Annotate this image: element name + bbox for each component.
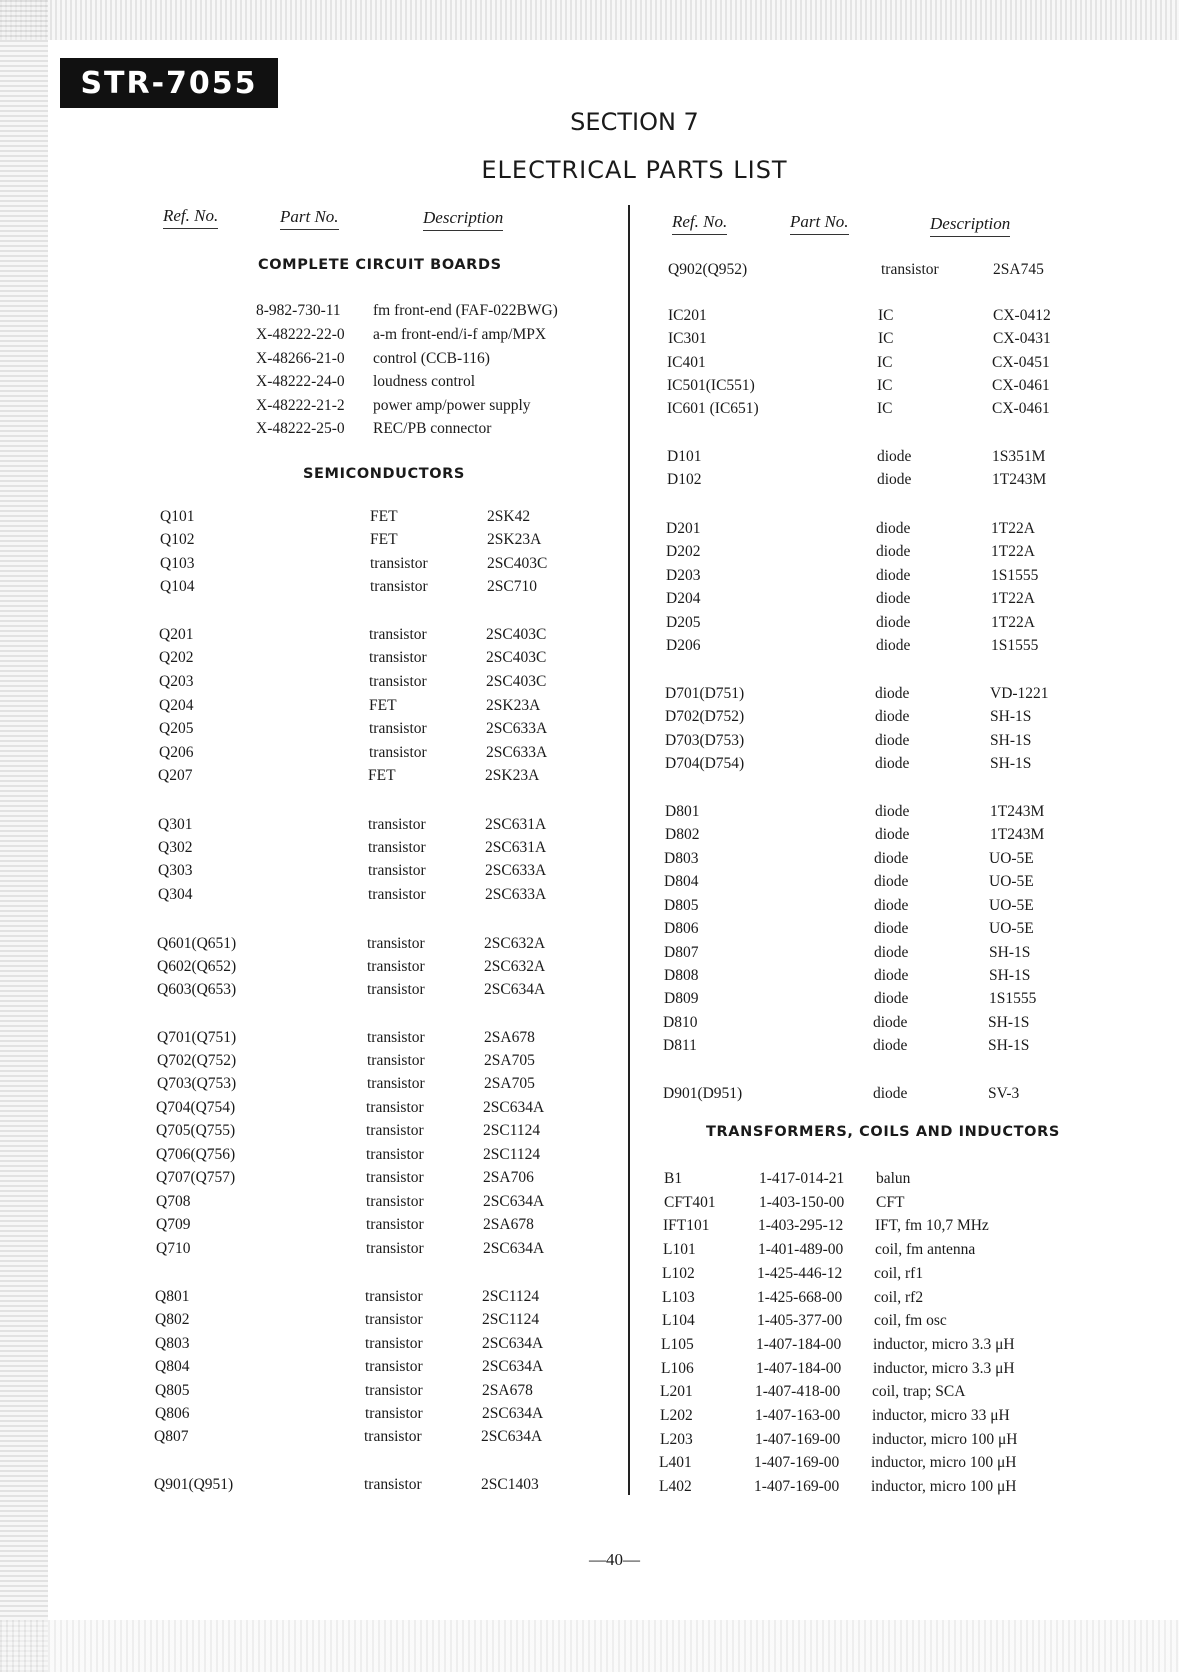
right-header-desc: Description — [930, 214, 1010, 237]
component-type: transistor — [370, 555, 428, 572]
page-title: ELECTRICAL PARTS LIST — [481, 156, 788, 184]
part-number: 1-407-169-00 — [754, 1478, 840, 1495]
part-number: 1-417-014-21 — [759, 1170, 845, 1187]
ref-number: Q805 — [155, 1382, 190, 1399]
component-value: 1S1555 — [989, 990, 1037, 1007]
description: inductor, micro 100 μH — [872, 1431, 1018, 1448]
component-value: 2SA678 — [483, 1216, 534, 1233]
ref-number: L401 — [659, 1454, 692, 1471]
ref-number: Q707(Q757) — [156, 1169, 236, 1186]
component-type: transistor — [366, 1216, 424, 1233]
ref-number: D802 — [665, 826, 700, 843]
component-type: diode — [873, 1037, 908, 1054]
ref-number: IC401 — [667, 354, 706, 371]
component-type: diode — [874, 944, 909, 961]
description: inductor, micro 3.3 μH — [873, 1360, 1015, 1377]
component-value: VD-1221 — [990, 685, 1049, 702]
component-type: transistor — [365, 1382, 423, 1399]
component-value: UO-5E — [989, 873, 1034, 890]
ref-number: D809 — [664, 990, 699, 1007]
component-value: 2SC634A — [482, 1358, 544, 1375]
component-value: CX-0451 — [992, 354, 1050, 371]
ref-number: Q801 — [155, 1288, 190, 1305]
ref-number: Q602(Q652) — [157, 958, 237, 975]
component-type: transistor — [881, 261, 939, 278]
ref-number: D806 — [664, 920, 699, 937]
component-type: FET — [368, 767, 396, 784]
component-value: 2SC403C — [486, 649, 547, 666]
ref-number: D801 — [665, 803, 700, 820]
component-type: transistor — [365, 1335, 423, 1352]
ref-number: Q104 — [160, 578, 195, 595]
description: loudness control — [373, 373, 476, 390]
component-value: 2SC634A — [483, 1099, 545, 1116]
description: control (CCB-116) — [373, 350, 490, 367]
component-value: 2SK23A — [486, 697, 541, 714]
ref-number: D102 — [667, 471, 702, 488]
component-value: 2SC631A — [485, 839, 547, 856]
component-value: 2SA678 — [482, 1382, 533, 1399]
component-type: diode — [875, 685, 910, 702]
component-type: IC — [878, 307, 894, 324]
ref-number: D704(D754) — [665, 755, 745, 772]
description: coil, fm antenna — [875, 1241, 976, 1258]
component-value: 2SK42 — [487, 508, 531, 525]
description: REC/PB connector — [373, 420, 492, 437]
ref-number: D807 — [664, 944, 699, 961]
ref-number: Q203 — [159, 673, 194, 690]
ref-number: Q304 — [158, 886, 193, 903]
ref-number: D811 — [663, 1037, 697, 1054]
ref-number: D204 — [666, 590, 701, 607]
part-number: X-48222-21-2 — [256, 397, 345, 414]
component-value: 1T22A — [991, 614, 1035, 631]
ref-number: L402 — [659, 1478, 692, 1495]
component-value: 1S1555 — [991, 567, 1039, 584]
ref-number: Q603(Q653) — [157, 981, 237, 998]
description: fm front-end (FAF-022BWG) — [373, 302, 558, 319]
ref-number: IC601 (IC651) — [667, 400, 759, 417]
ref-number: Q103 — [160, 555, 195, 572]
component-value: 2SA745 — [993, 261, 1044, 278]
ref-number: D805 — [664, 897, 699, 914]
component-value: UO-5E — [989, 897, 1034, 914]
ref-number: L103 — [662, 1289, 695, 1306]
scan-noise-left — [0, 0, 48, 1672]
part-number: X-48266-21-0 — [256, 350, 345, 367]
ref-number: IFT101 — [663, 1217, 710, 1234]
component-type: transistor — [369, 744, 427, 761]
component-type: transistor — [365, 1405, 423, 1422]
description: balun — [876, 1170, 911, 1187]
component-type: diode — [875, 826, 910, 843]
ref-number: D702(D752) — [665, 708, 745, 725]
ref-number: Q708 — [156, 1193, 191, 1210]
component-value: 2SC1124 — [483, 1122, 541, 1139]
ref-number: D901(D951) — [663, 1085, 743, 1102]
component-type: transistor — [367, 958, 425, 975]
ref-number: Q207 — [158, 767, 193, 784]
component-type: IC — [878, 330, 894, 347]
ref-number: Q705(Q755) — [156, 1122, 236, 1139]
component-value: 2SC634A — [482, 1405, 544, 1422]
component-type: transistor — [367, 935, 425, 952]
component-value: UO-5E — [989, 920, 1034, 937]
component-type: diode — [876, 567, 911, 584]
description: coil, fm osc — [874, 1312, 947, 1329]
component-type: diode — [877, 448, 912, 465]
description: a-m front-end/i-f amp/MPX — [373, 326, 547, 343]
description: inductor, micro 33 μH — [872, 1407, 1010, 1424]
component-type: transistor — [366, 1240, 424, 1257]
ref-number: Q302 — [158, 839, 193, 856]
component-type: diode — [875, 803, 910, 820]
component-type: transistor — [364, 1428, 422, 1445]
component-type: diode — [876, 614, 911, 631]
component-value: 2SK23A — [485, 767, 540, 784]
component-value: SH-1S — [990, 732, 1032, 749]
component-value: SH-1S — [989, 944, 1031, 961]
part-number: X-48222-24-0 — [256, 373, 345, 390]
ref-number: B1 — [664, 1170, 683, 1187]
component-type: transistor — [370, 578, 428, 595]
right-header-ref: Ref. No. — [672, 212, 727, 235]
component-type: transistor — [368, 816, 426, 833]
component-type: diode — [877, 471, 912, 488]
component-value: CX-0461 — [992, 400, 1050, 417]
component-type: FET — [370, 531, 398, 548]
component-type: transistor — [369, 673, 427, 690]
component-value: 2SC633A — [485, 862, 547, 879]
ref-number: D202 — [666, 543, 701, 560]
component-value: 1T22A — [991, 520, 1035, 537]
ref-number: Q803 — [155, 1335, 190, 1352]
component-value: 2SC633A — [486, 720, 548, 737]
part-number: 1-403-150-00 — [759, 1194, 845, 1211]
component-type: transistor — [369, 626, 427, 643]
component-value: SH-1S — [988, 1037, 1030, 1054]
ref-number: Q709 — [156, 1216, 191, 1233]
component-type: diode — [874, 967, 909, 984]
component-value: 2SC1124 — [482, 1311, 540, 1328]
component-value: SH-1S — [990, 755, 1032, 772]
ref-number: D810 — [663, 1014, 698, 1031]
ref-number: Q807 — [154, 1428, 189, 1445]
ref-number: Q901(Q951) — [154, 1476, 234, 1493]
component-value: 2SC634A — [483, 1193, 545, 1210]
component-type: diode — [873, 1085, 908, 1102]
ref-number: L106 — [661, 1360, 694, 1377]
component-value: 2SC634A — [482, 1335, 544, 1352]
ref-number: Q710 — [156, 1240, 191, 1257]
ref-number: D803 — [664, 850, 699, 867]
ref-number: Q205 — [159, 720, 194, 737]
component-type: transistor — [365, 1311, 423, 1328]
ref-number: L203 — [660, 1431, 693, 1448]
description: coil, trap; SCA — [872, 1383, 966, 1400]
model-badge: STR-7055 — [60, 58, 278, 108]
description: coil, rf2 — [874, 1289, 924, 1306]
component-value: 1T22A — [991, 543, 1035, 560]
component-type: diode — [876, 590, 911, 607]
ref-number: Q101 — [160, 508, 195, 525]
ref-number: IC301 — [668, 330, 707, 347]
component-value: 1T22A — [991, 590, 1035, 607]
ref-number: Q303 — [158, 862, 193, 879]
component-value: 1T243M — [990, 803, 1045, 820]
component-type: diode — [873, 1014, 908, 1031]
ref-number: D703(D753) — [665, 732, 745, 749]
right-header-part: Part No. — [790, 212, 849, 235]
component-value: 2SC1124 — [483, 1146, 541, 1163]
component-value: 2SC634A — [481, 1428, 543, 1445]
semiconductors-heading: SEMICONDUCTORS — [303, 466, 465, 482]
ref-number: D808 — [664, 967, 699, 984]
component-type: transistor — [367, 1052, 425, 1069]
component-value: 2SC403C — [487, 555, 548, 572]
component-type: diode — [875, 708, 910, 725]
ref-number: Q802 — [155, 1311, 190, 1328]
component-type: diode — [874, 850, 909, 867]
component-type: transistor — [367, 1075, 425, 1092]
component-type: transistor — [368, 886, 426, 903]
component-value: SH-1S — [990, 708, 1032, 725]
part-number: 1-407-169-00 — [755, 1431, 841, 1448]
component-value: CX-0412 — [993, 307, 1051, 324]
component-type: diode — [874, 873, 909, 890]
part-number: 1-405-377-00 — [757, 1312, 843, 1329]
part-number: 1-425-668-00 — [757, 1289, 843, 1306]
part-number: X-48222-25-0 — [256, 420, 345, 437]
component-value: SH-1S — [989, 967, 1031, 984]
component-type: transistor — [368, 862, 426, 879]
part-number: 1-407-169-00 — [754, 1454, 840, 1471]
ref-number: D201 — [666, 520, 701, 537]
left-header-part: Part No. — [280, 207, 339, 230]
component-type: transistor — [366, 1169, 424, 1186]
component-type: transistor — [366, 1193, 424, 1210]
part-number: 1-407-418-00 — [755, 1383, 841, 1400]
component-type: diode — [875, 732, 910, 749]
ref-number: D205 — [666, 614, 701, 631]
component-value: 2SC403C — [486, 626, 547, 643]
ref-number: Q201 — [159, 626, 194, 643]
part-number: 8-982-730-11 — [256, 302, 341, 319]
ref-number: L102 — [662, 1265, 695, 1282]
ref-number: Q702(Q752) — [157, 1052, 237, 1069]
section-title: SECTION 7 — [570, 108, 699, 136]
component-value: 2SC634A — [483, 1240, 545, 1257]
ref-number: L105 — [661, 1336, 694, 1353]
component-type: diode — [874, 920, 909, 937]
component-value: 2SC1124 — [482, 1288, 540, 1305]
component-type: transistor — [365, 1288, 423, 1305]
component-value: 2SA705 — [484, 1075, 535, 1092]
component-value: 2SC631A — [485, 816, 547, 833]
component-value: 2SC403C — [486, 673, 547, 690]
ref-number: CFT401 — [664, 1194, 716, 1211]
ref-number: L101 — [663, 1241, 696, 1258]
scan-noise-bottom — [0, 1620, 1179, 1672]
component-value: 1T243M — [992, 471, 1047, 488]
component-value: 1S1555 — [991, 637, 1039, 654]
component-value: CX-0431 — [993, 330, 1051, 347]
component-value: 1S351M — [992, 448, 1046, 465]
part-number: 1-407-163-00 — [755, 1407, 841, 1424]
ref-number: Q601(Q651) — [157, 935, 237, 952]
component-type: diode — [874, 897, 909, 914]
description: coil, rf1 — [874, 1265, 924, 1282]
column-divider — [628, 205, 630, 1495]
ref-number: IC501(IC551) — [667, 377, 755, 394]
component-value: 2SA705 — [484, 1052, 535, 1069]
component-value: SV-3 — [988, 1085, 1020, 1102]
part-number: 1-425-446-12 — [757, 1265, 843, 1282]
component-type: transistor — [365, 1358, 423, 1375]
component-type: transistor — [369, 720, 427, 737]
ref-number: Q102 — [160, 531, 195, 548]
ref-number: D203 — [666, 567, 701, 584]
ref-number: Q704(Q754) — [156, 1099, 236, 1116]
component-value: SH-1S — [988, 1014, 1030, 1031]
component-type: diode — [876, 543, 911, 560]
boards-heading: COMPLETE CIRCUIT BOARDS — [258, 257, 502, 273]
component-value: 2SC633A — [485, 886, 547, 903]
component-value: 1T243M — [990, 826, 1045, 843]
part-number: 1-407-184-00 — [756, 1360, 842, 1377]
part-number: 1-401-489-00 — [758, 1241, 844, 1258]
left-header-ref: Ref. No. — [163, 206, 218, 229]
description: power amp/power supply — [373, 397, 531, 414]
component-type: transistor — [369, 649, 427, 666]
ref-number: Q806 — [155, 1405, 190, 1422]
ref-number: IC201 — [668, 307, 707, 324]
ref-number: Q701(Q751) — [157, 1029, 237, 1046]
part-number: 1-407-184-00 — [756, 1336, 842, 1353]
ref-number: L202 — [660, 1407, 693, 1424]
page-number: —40— — [589, 1550, 640, 1569]
component-type: FET — [369, 697, 397, 714]
component-type: FET — [370, 508, 398, 525]
description: CFT — [876, 1194, 905, 1211]
component-value: UO-5E — [989, 850, 1034, 867]
scan-noise-top — [0, 0, 1179, 40]
component-type: diode — [876, 520, 911, 537]
description: inductor, micro 100 μH — [871, 1478, 1017, 1495]
ref-number: L201 — [660, 1383, 693, 1400]
ref-number: Q301 — [158, 816, 193, 833]
ref-number: Q902(Q952) — [668, 261, 748, 278]
component-type: transistor — [366, 1099, 424, 1116]
left-header-desc: Description — [423, 208, 503, 231]
ref-number: Q804 — [155, 1358, 190, 1375]
ref-number: L104 — [662, 1312, 695, 1329]
ref-number: D206 — [666, 637, 701, 654]
component-value: 2SA706 — [483, 1169, 534, 1186]
ref-number: Q703(Q753) — [157, 1075, 237, 1092]
component-value: 2SC632A — [484, 935, 546, 952]
component-type: IC — [877, 377, 893, 394]
component-value: 2SC632A — [484, 958, 546, 975]
description: IFT, fm 10,7 MHz — [875, 1217, 989, 1234]
component-value: 2SA678 — [484, 1029, 535, 1046]
description: inductor, micro 100 μH — [871, 1454, 1017, 1471]
ref-number: Q204 — [159, 697, 194, 714]
ref-number: Q206 — [159, 744, 194, 761]
ref-number: Q706(Q756) — [156, 1146, 236, 1163]
component-type: diode — [875, 755, 910, 772]
component-type: diode — [876, 637, 911, 654]
ref-number: Q202 — [159, 649, 194, 666]
component-value: 2SK23A — [487, 531, 542, 548]
component-type: transistor — [367, 1029, 425, 1046]
ref-number: D804 — [664, 873, 699, 890]
component-type: transistor — [366, 1146, 424, 1163]
part-number: 1-403-295-12 — [758, 1217, 844, 1234]
component-type: IC — [877, 400, 893, 417]
component-type: transistor — [367, 981, 425, 998]
ref-number: D701(D751) — [665, 685, 745, 702]
component-type: diode — [874, 990, 909, 1007]
transformers-heading: TRANSFORMERS, COILS AND INDUCTORS — [706, 1124, 1060, 1140]
ref-number: D101 — [667, 448, 702, 465]
component-value: 2SC710 — [487, 578, 537, 595]
component-value: CX-0461 — [992, 377, 1050, 394]
description: inductor, micro 3.3 μH — [873, 1336, 1015, 1353]
component-type: IC — [877, 354, 893, 371]
component-type: transistor — [368, 839, 426, 856]
part-number: X-48222-22-0 — [256, 326, 345, 343]
component-type: transistor — [364, 1476, 422, 1493]
component-value: 2SC633A — [486, 744, 548, 761]
component-value: 2SC1403 — [481, 1476, 539, 1493]
component-type: transistor — [366, 1122, 424, 1139]
component-value: 2SC634A — [484, 981, 546, 998]
